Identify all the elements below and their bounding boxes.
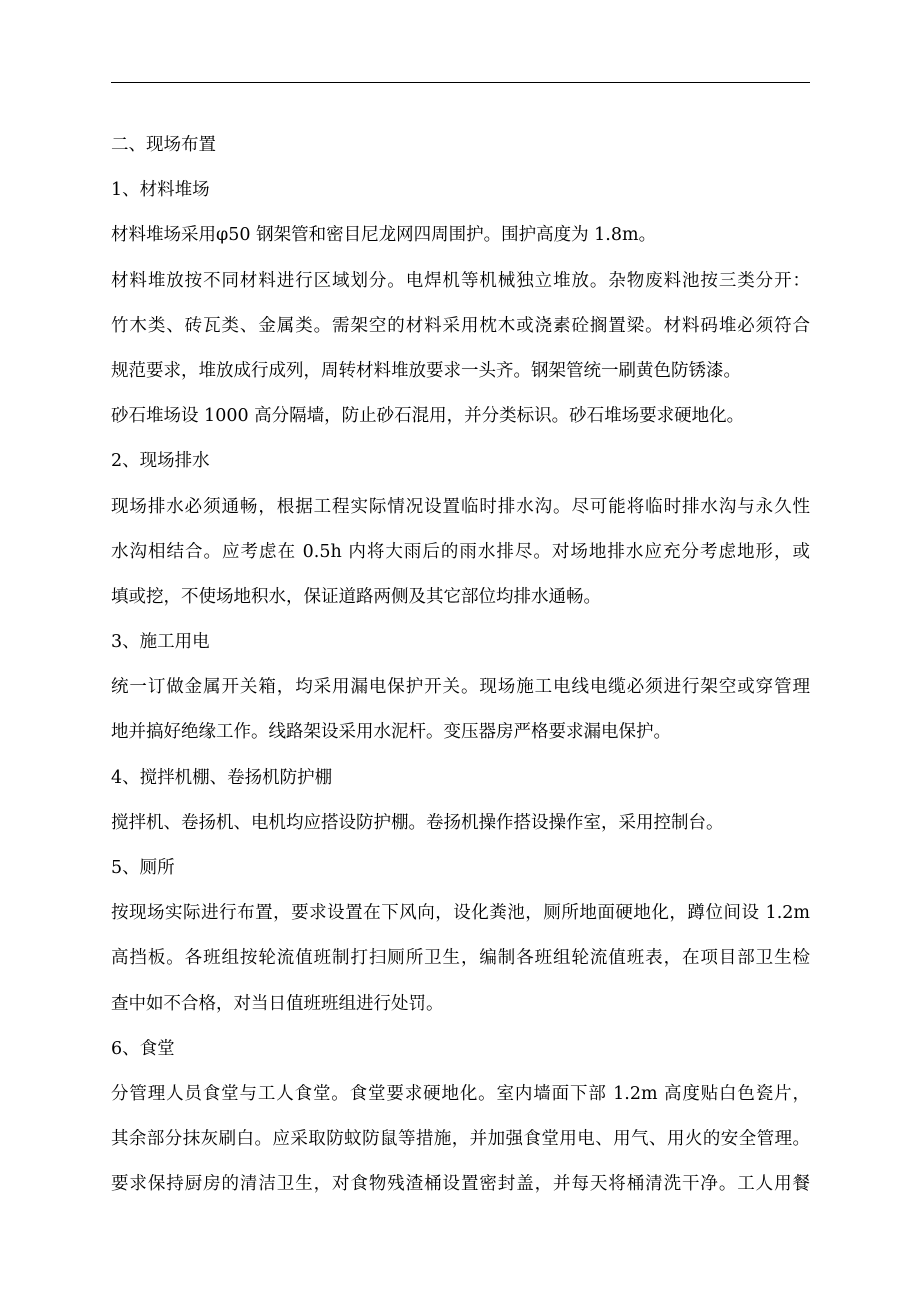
- paragraph-line: 砂石堆场设 1000 高分隔墙，防止砂石混用，并分类标识。砂石堆场要求硬地化。: [111, 406, 745, 427]
- paragraph-line: 竹木类、砖瓦类、金属类。需架空的材料采用枕木或浇素砼搁置梁。材料码堆必须符合: [111, 315, 810, 336]
- paragraph-line: 地并搞好绝缘工作。线路架设采用水泥杆。变压器房严格要求漏电保护。: [111, 722, 671, 743]
- paragraph-line: 高挡板。各班组按轮流值班制打扫厕所卫生，编制各班组轮流值班表，在项目部卫生检: [111, 948, 810, 969]
- paragraph-line: 材料堆场采用φ50 钢架管和密目尼龙网四周围护。围护高度为 1.8m。: [111, 225, 657, 246]
- subsection-heading: 1、材料堆场: [111, 180, 210, 201]
- paragraph-line: 填或挖，不使场地积水，保证道路两侧及其它部位均排水通畅。: [111, 586, 601, 607]
- document-body: [111, 123, 810, 1208]
- subsection-heading: 2、现场排水: [111, 451, 210, 472]
- paragraph-line: 要求保持厨房的清洁卫生，对食物残渣桶设置密封盖，并每天将桶清洗干净。工人用餐: [111, 1174, 810, 1195]
- paragraph-line: 其余部分抹灰刷白。应采取防蚊防鼠等措施，并加强食堂用电、用气、用火的安全管理。: [111, 1129, 810, 1150]
- paragraph-line: 材料堆放按不同材料进行区域划分。电焊机等机械独立堆放。杂物废料池按三类分开：: [111, 270, 810, 291]
- subsection-heading: 5、厕所: [111, 858, 175, 878]
- paragraph-line: 现场排水必须通畅，根据工程实际情况设置临时排水沟。尽可能将临时排水沟与永久性: [111, 496, 810, 517]
- section-heading: 二、现场布置: [111, 135, 216, 155]
- paragraph-line: 按现场实际进行布置，要求设置在下风向，设化粪池，厕所地面硬地化，蹲位间设 1.2m: [111, 903, 810, 924]
- header-rule: [111, 82, 810, 83]
- paragraph-line: 规范要求，堆放成行成列，周转材料堆放要求一头齐。钢架管统一刷黄色防锈漆。: [111, 360, 741, 381]
- paragraph-line: 统一订做金属开关箱，均采用漏电保护开关。现场施工电线电缆必须进行架空或穿管理: [111, 677, 810, 698]
- paragraph-line: 分管理人员食堂与工人食堂。食堂要求硬地化。室内墙面下部 1.2m 高度贴白色瓷片，: [111, 1083, 810, 1104]
- paragraph-line: 搅拌机、卷扬机、电机均应搭设防护棚。卷扬机操作搭设操作室，采用控制台。: [111, 812, 724, 833]
- subsection-heading: 6、食堂: [111, 1038, 175, 1059]
- subsection-heading: 4、搅拌机棚、卷扬机防护棚: [111, 767, 333, 788]
- paragraph-line: 查中如不合格，对当日值班班组进行处罚。: [111, 993, 444, 1014]
- subsection-heading: 3、施工用电: [111, 632, 210, 653]
- paragraph-line: 水沟相结合。应考虑在 0.5h 内将大雨后的雨水排尽。对场地排水应充分考虑地形，或: [111, 541, 810, 562]
